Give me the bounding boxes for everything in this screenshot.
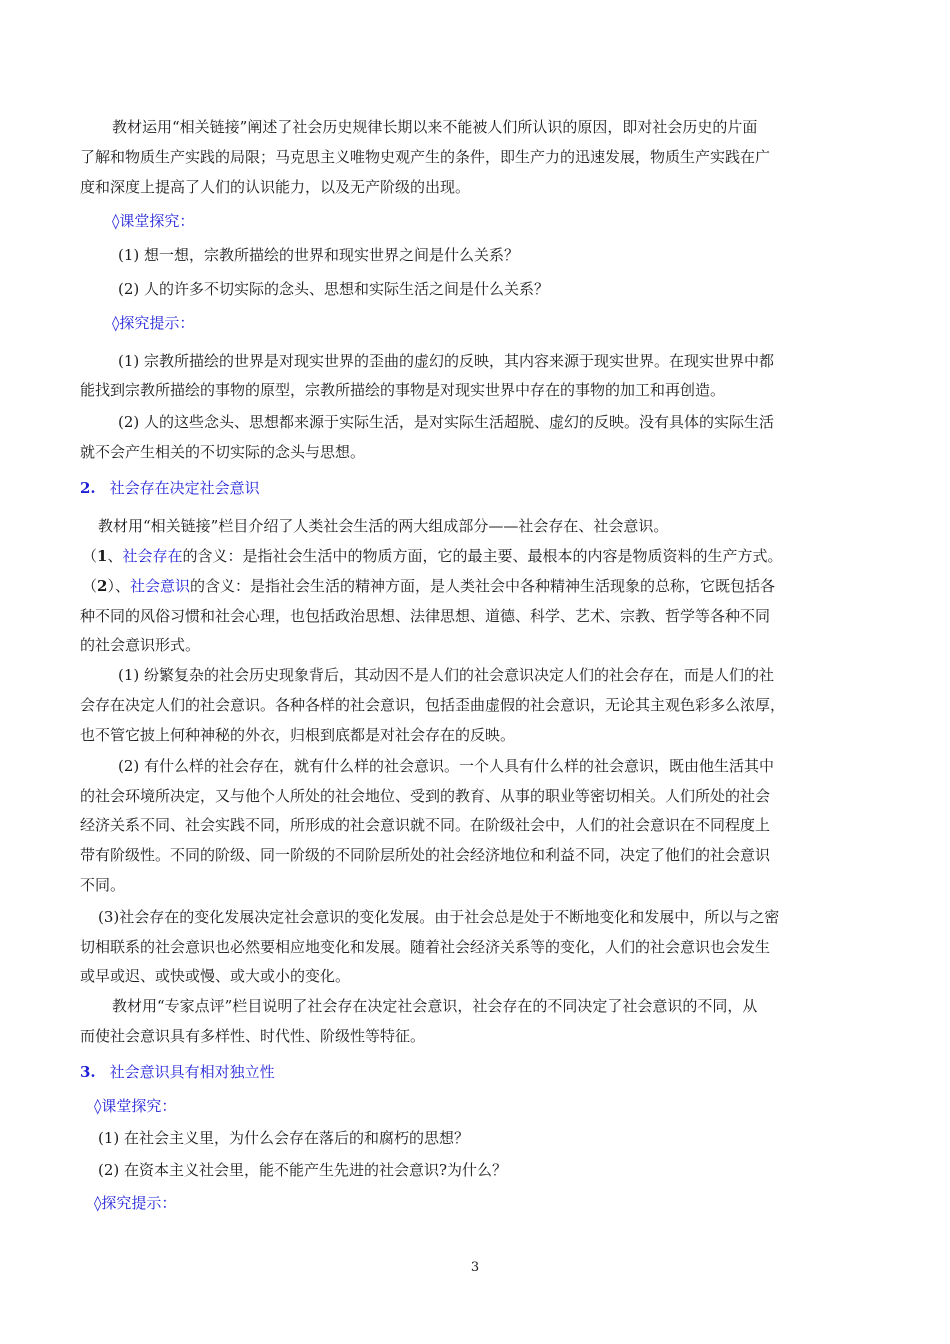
- point-line: 经济关系不同、社会实践不同，所形成的社会意识就不同。在阶级社会中，人们的社会意识在不同程度上: [80, 816, 771, 834]
- section-3-heading: [80, 1062, 275, 1082]
- definition-line: 的社会意识形式。: [80, 636, 201, 654]
- point-line: (1) 纷繁复杂的社会历史现象背后，其动因不是人们的社会意识决定人们的社会存在，而是人们的社: [118, 666, 775, 684]
- section-2-heading: [80, 478, 260, 498]
- section-2-intro: 教材用“相关链接”栏目介绍了人类社会生活的两大组成部分——社会存在、社会意识。: [98, 517, 669, 535]
- hint-answer-line: 能找到宗教所描绘的事物的原型，宗教所描绘的事物是对现实世界中存在的事物的加工和再创造。: [80, 381, 726, 399]
- explore-question: (1) 想一想，宗教所描绘的世界和现实世界之间是什么关系？: [118, 246, 520, 264]
- term-highlight: 社会意识: [129, 577, 190, 595]
- definition-number: 1: [97, 547, 108, 565]
- point-line: 或早或迟、或快或慢、或大或小的变化。: [80, 967, 351, 985]
- point-line: 切相联系的社会意识也必然要相应地变化和发展。随着社会经济关系等的变化，人们的社会意识也会发生: [80, 938, 771, 956]
- definition-line: 种不同的风俗习惯和社会心理，也包括政治思想、法律思想、道德、科学、艺术、宗教、哲学等各种不同: [80, 607, 771, 625]
- expert-line: 教材用“专家点评”栏目说明了社会存在决定社会意识，社会存在的不同决定了社会意识的不同，从: [112, 997, 758, 1015]
- explore-question: (2) 人的许多不切实际的念头、思想和实际生活之间是什么关系？: [118, 280, 550, 298]
- explore-hint-heading: ◊探究提示：: [112, 314, 195, 332]
- explore-question: (2) 在资本主义社会里，能不能产生先进的社会意识?为什么？: [98, 1161, 508, 1179]
- definition-text: 的含义：是指社会生活中的物质方面，它的最主要、最根本的内容是物质资料的生产方式。: [182, 547, 783, 565]
- explore-question: (1) 在社会主义里，为什么会存在落后的和腐朽的思想？: [98, 1129, 470, 1147]
- point-line: 带有阶级性。不同的阶级、同一阶级的不同阶层所处的社会经济地位和利益不同，决定了他们的社会意识: [80, 846, 771, 864]
- explore-hint-heading: ◊探究提示：: [94, 1194, 177, 1212]
- separator: 、: [107, 547, 123, 565]
- paragraph-line: 度和深度上提高了人们的认识能力，以及无产阶级的出现。: [80, 178, 471, 196]
- page-number: 3: [470, 1260, 480, 1275]
- paren-open: （: [82, 577, 98, 595]
- class-explore-heading: ◊课堂探究：: [94, 1097, 177, 1115]
- point-line: (2) 有什么样的社会存在，就有什么样的社会意识。一个人具有什么样的社会意识，既由他生活其中: [118, 757, 775, 775]
- class-explore-heading: ◊课堂探究：: [112, 212, 195, 230]
- paren-open: （: [82, 547, 98, 565]
- point-line: 不同。: [80, 876, 126, 894]
- paragraph-line: 了解和物质生产实践的局限；马克思主义唯物史观产生的条件，即生产力的迅速发展，物质生产实践在广: [80, 148, 771, 166]
- point-line: 会存在决定人们的社会意识。各种各样的社会意识，包括歪曲虚假的社会意识，无论其主观色彩多么浓厚，: [80, 696, 786, 714]
- paragraph-line: 教材运用“相关链接”阐述了社会历史规律长期以来不能被人们所认识的原因，即对社会历史的片面: [112, 118, 758, 136]
- definition-social-existence: [82, 546, 783, 566]
- section-number: 3.: [80, 1063, 96, 1081]
- hint-answer-line: (1) 宗教所描绘的世界是对现实世界的歪曲的虚幻的反映，其内容来源于现实世界。在现实世界中都: [118, 352, 775, 370]
- separator: ）、: [107, 577, 130, 595]
- point-line: 的社会环境所决定，又与他个人所处的社会地位、受到的教育、从事的职业等密切相关。人们所处的社会: [80, 787, 771, 805]
- section-title: 社会存在决定社会意识: [109, 479, 260, 497]
- definition-text: 的含义：是指社会生活的精神方面，是人类社会中各种精神生活现象的总称，它既包括各: [189, 577, 775, 595]
- hint-answer-line: (2) 人的这些念头、思想都来源于实际生活，是对实际生活超脱、虚幻的反映。没有具体的实际生活: [118, 413, 775, 431]
- definition-number: 2: [97, 577, 108, 595]
- term-highlight: 社会存在: [122, 547, 183, 565]
- expert-line: 而使社会意识具有多样性、时代性、阶级性等特征。: [80, 1027, 426, 1045]
- section-number: 2.: [80, 479, 96, 497]
- point-line: 也不管它披上何种神秘的外衣，归根到底都是对社会存在的反映。: [80, 726, 516, 744]
- definition-social-consciousness: [82, 576, 775, 596]
- section-title: 社会意识具有相对独立性: [109, 1063, 275, 1081]
- hint-answer-line: 就不会产生相关的不切实际的念头与思想。: [80, 443, 366, 461]
- point-line: (3)社会存在的变化发展决定社会意识的变化发展。由于社会总是处于不断地变化和发展中，所以与之密: [98, 908, 780, 926]
